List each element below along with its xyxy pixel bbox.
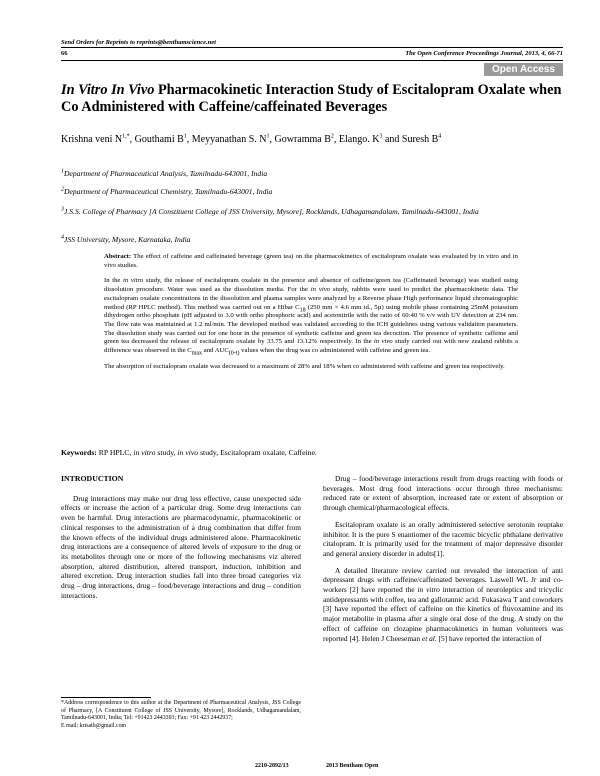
abstract-paragraph bbox=[104, 253, 518, 270]
abstract-text: study carried out with new zealand rabbits a difference was observed in the C bbox=[104, 338, 518, 355]
affiliation-text: Department of Pharmaceutical Analysis, Tamilnadu-643001, India bbox=[64, 169, 268, 178]
author-separator: , bbox=[333, 134, 339, 145]
body-paragraph: Drug interactions may make our drug less effective, cause unexpected side effects or increase the action of a particular drug. Some drug interactions can even be harmful. Drug interactions are pharmacodynamic, pharmacokinetic or clinical responses to the administration of a drug combination that differ from the known effects of the individual drugs administered alone. Pharmacokinetic drug interactions are a consequence of altered levels of exposure to the drug or its metabolites through one or more of the following mechanisms viz altered absorption, altered distribution, altered transport, induction, inhibition and altered excretion. Drug interaction studies fall into three broad categories viz drug – drug interactions, drug – food/beverage interactions and drug – condition interactions. bbox=[61, 493, 301, 600]
author-affil-mark: 1 bbox=[266, 133, 270, 140]
author: Suresh B bbox=[401, 134, 439, 145]
keywords-label: Keywords: bbox=[61, 448, 97, 457]
abstract-paragraph bbox=[104, 277, 518, 355]
abstract-label: Abstract: bbox=[104, 253, 132, 260]
journal-citation: The Open Conference Proceedings Journal, 2013, 4, 66-71 bbox=[405, 50, 563, 57]
author-affil-mark: 3 bbox=[379, 133, 383, 140]
footnote-rule bbox=[61, 697, 151, 698]
publisher-copyright: 2013 Bentham Open bbox=[326, 763, 379, 769]
author-affil-mark: 2 bbox=[330, 133, 334, 140]
issn: 2210-2892/13 bbox=[255, 763, 289, 769]
affiliation-text: J.S.S. College of Pharmacy [A Constituent College of JSS University, Mysore], Rocklands, Udhagamandalam, Tamilnadu-643001, India bbox=[64, 207, 479, 216]
author-affil-mark: 4 bbox=[438, 133, 442, 140]
affiliation-text: JSS University, Mysore, Karnataka, India bbox=[64, 235, 191, 244]
header-rule-top bbox=[61, 47, 563, 48]
keywords-text: study, Escitalopram oxalate, Caffeine. bbox=[198, 448, 317, 457]
correspondence-footnote bbox=[61, 700, 301, 730]
author-affil-mark: 1 bbox=[183, 133, 187, 140]
body-text: A detailed literature review carried out revealed the interaction of anti depressant drugs with caffeine/caffeinated beverages. Laswell WL Jr and co-workers [2] have reported the bbox=[323, 565, 563, 595]
reprint-notice: Send Orders for Reprints to reprints@benthamscience.net bbox=[61, 39, 216, 46]
author-separator: , bbox=[186, 134, 192, 145]
affiliation bbox=[61, 186, 563, 197]
author-list bbox=[61, 133, 563, 146]
body-italic: et al. bbox=[421, 633, 437, 643]
abstract-italic: in vivo bbox=[310, 286, 331, 294]
section-heading: INTRODUCTION bbox=[61, 474, 124, 483]
abstract-text: study, the release of escitalopram oxalate in the presence and absence of caffeine/green tea (Caffeinated beverage) was studied using dissolution procedure. Water was used as the dissolution media. For the bbox=[104, 277, 518, 294]
abstract-text: values when the drug was co administered with caffeine and green tea. bbox=[239, 347, 431, 355]
subscript: (0-t) bbox=[228, 350, 240, 357]
body-paragraph: Drug – food/beverage interactions result from drugs reacting with foods or beverages. Most drug food interactions occur through three mechanisms: reduced rate or extent of absorption, increased rate or extent of absorption or through chemical/pharmacological effects. bbox=[323, 474, 563, 513]
author: Gowramma B bbox=[274, 134, 331, 145]
keywords-italic: in vivo bbox=[177, 448, 199, 457]
author: Meyyanathan S. N bbox=[191, 134, 267, 145]
footnote-text: *Address correspondence to this author at the Department of Pharmaceutical Analysis, JSS College of Pharmacy, [A Constituent College of JSS University, Mysore], Rocklands, Udhagamandalam, Tamilnadu-643001, India; Tel: +91423 2443393; Fax: +91 423 2442937; bbox=[61, 700, 301, 722]
footnote-email: E mail: krisath@gmail.com bbox=[61, 722, 127, 729]
abstract-italic: in vitro bbox=[123, 277, 144, 285]
abstract-text: In the bbox=[104, 277, 124, 285]
body-text: [5] have reported the interaction of bbox=[436, 633, 542, 643]
keywords-italic: in vitro bbox=[133, 448, 156, 457]
author: Gouthami B bbox=[134, 134, 184, 145]
body-paragraph: Escitalopram oxalate is an orally administered selective serotonin reuptake inhibitor. It is the pure S enantiomer of the racemic bicyclic phthalane derivative citalopram. It is primarily used for the treatment of major depressive disorder and general anxiety disorder in adults[1]. bbox=[323, 519, 563, 558]
abstract-text: (250 mm × 4.6 mm id., 5µ) using mobile phase containing 25mM potassium dihydrogen ortho phosphate (pH adjusted to 3.0 with ortho phosphoric acid) and acetonitrile with the ratio of 60:40 % v/v with UV detection at 234 nm. The flow rate was maintained at 1.2 ml/min. The developed method was validated according to the ICH guidelines using various validation parameters. The dissolution study was carried out for one hour in the presence of synthetic caffeine and green tea decoction. The presence of synthetic caffeine and green tea decreased the release of escitalopram oxalate by 33.75 and 13.12% respectively. In the bbox=[104, 303, 518, 346]
affiliation bbox=[61, 206, 563, 217]
title-italic-part: In Vitro In Vivo bbox=[61, 82, 155, 98]
open-access-badge: Open Access bbox=[484, 63, 563, 76]
article-title bbox=[61, 82, 563, 116]
abstract-text: study, rabbits were used to predict the pharmacokinetic data. The escitalopram oxalate concentrations in the dissolution and plasma samples were analyzed by a Reverse phase High performance liquid chromatographic method (RP HPLC method). This method was carried out on a Hibar C bbox=[104, 286, 518, 311]
abstract bbox=[104, 253, 518, 378]
keywords-text: study, bbox=[155, 448, 178, 457]
author-separator: , bbox=[269, 134, 275, 145]
abstract-paragraph: The absorption of escitalopram oxalate was decreased to a maximum of 28% and 18% when co administered with caffeine and green tea respectively. bbox=[104, 362, 505, 370]
affiliation bbox=[61, 234, 563, 245]
author-separator: and bbox=[382, 134, 402, 145]
abstract-text: and AUC bbox=[202, 347, 229, 355]
author-affil-mark: 1,* bbox=[122, 133, 130, 140]
affiliation-number: 2 bbox=[61, 186, 64, 193]
abstract-italic: in vivo bbox=[373, 338, 393, 346]
affiliation bbox=[61, 168, 563, 179]
body-text: interaction of neuroleptics and tricyclic antidepressants with coffee, tea and gallotannic acid. Fukasawa T and coworkers [3] have reported the effect of caffeine on the kinetics of fluvoxamine and its major metabolite in plasma after a single oral dose of the drug. A study on the effect of caffeine on clozapine pharmacokinetics in human volunteers was reported [4]. Helen J Cheeseman bbox=[323, 585, 564, 643]
affiliation-number: 3 bbox=[61, 206, 64, 213]
keywords-text: RP HPLC, bbox=[96, 448, 134, 457]
abstract-text: The effect of caffeine and caffeinated beverage (green tea) on the pharmacokinetics of escitalopram oxalate was evaluated by in vitro and in vivo studies. bbox=[104, 253, 518, 269]
subscript: max bbox=[191, 350, 203, 357]
subscript: 18 bbox=[299, 306, 306, 313]
affiliation-number: 1 bbox=[61, 168, 64, 175]
title-main-part: Pharmacokinetic Interaction Study of Escitalopram Oxalate when Co Administered with Caffeine/caffeinated Beverages bbox=[61, 82, 562, 115]
page-number: 66 bbox=[61, 50, 68, 57]
affiliation-text: Department of Pharmaceutical Chemistry, Tamilnadu-643001, India bbox=[64, 187, 273, 196]
body-paragraph bbox=[323, 566, 563, 644]
right-column bbox=[323, 474, 563, 650]
author-separator: , bbox=[129, 134, 135, 145]
body-italic: in vitro bbox=[417, 585, 440, 595]
author: Krishna veni N bbox=[61, 134, 123, 145]
header-rule-bottom bbox=[61, 60, 563, 61]
left-column bbox=[61, 474, 301, 607]
author: Elango. K bbox=[338, 134, 380, 145]
keywords bbox=[61, 448, 563, 458]
affiliation-number: 4 bbox=[61, 234, 64, 241]
